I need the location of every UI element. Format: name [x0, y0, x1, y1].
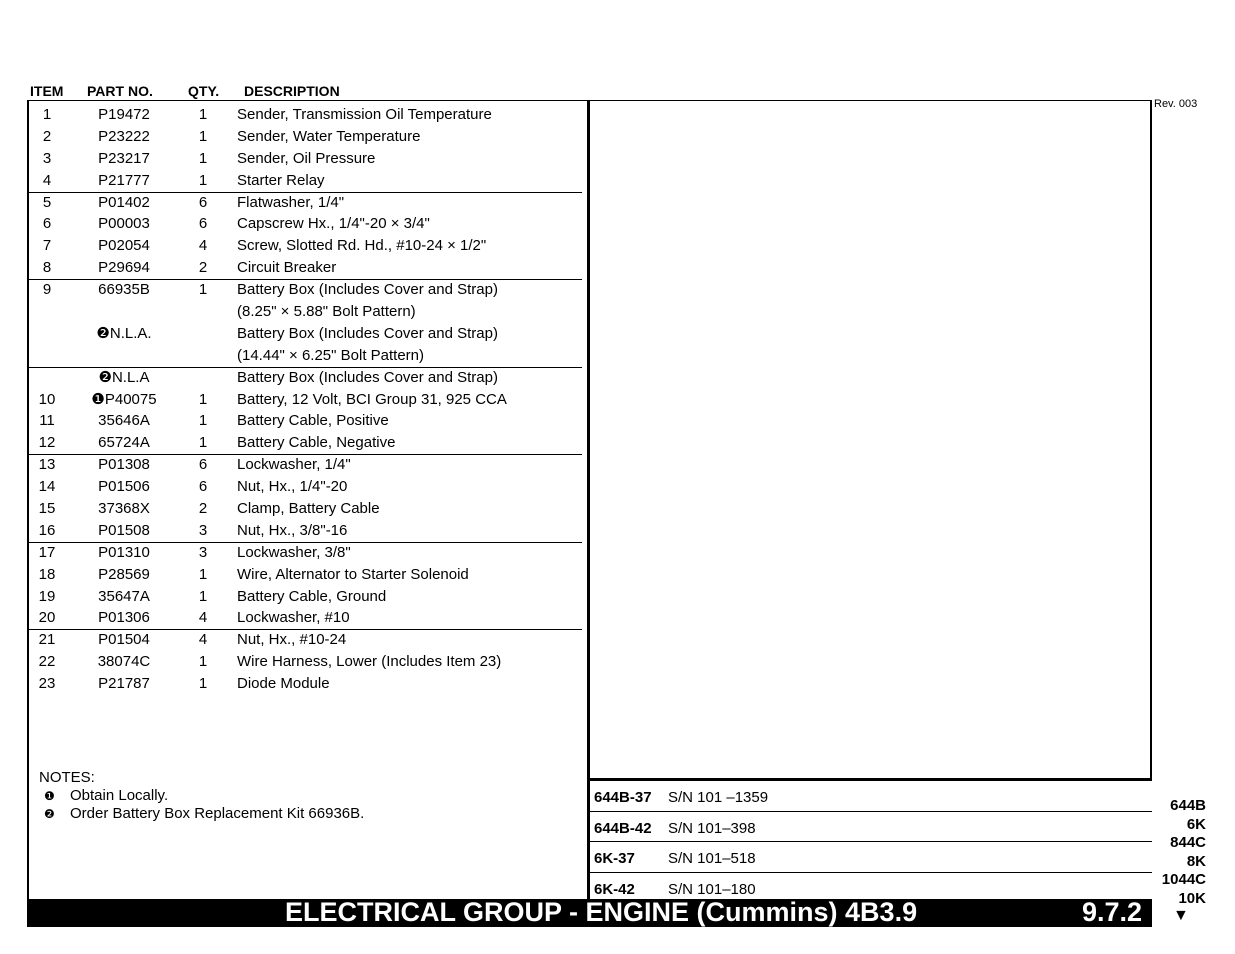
item-number: 23 — [38, 675, 56, 693]
description: Battery, 12 Volt, BCI Group 31, 925 CCA — [237, 390, 507, 408]
description: Sender, Water Temperature — [237, 127, 421, 145]
description: Sender, Transmission Oil Temperature — [237, 106, 492, 123]
description: Sender, Oil Pressure — [237, 149, 376, 167]
parts-row — [27, 213, 587, 235]
part-number: 35646A — [98, 412, 150, 430]
parts-row — [27, 323, 587, 345]
quantity: 1 — [198, 281, 208, 299]
header-item: ITEM — [30, 83, 64, 99]
header-part-no: PART NO. — [87, 83, 153, 99]
part-number: P21787 — [98, 675, 150, 693]
quantity: 1 — [198, 434, 208, 452]
part-number: P02054 — [98, 237, 150, 255]
description: Battery Cable, Ground — [237, 587, 387, 605]
page-title: ELECTRICAL GROUP - ENGINE (Cummins) 4B3.9 — [285, 897, 918, 927]
item-number: 1 — [42, 106, 52, 123]
item-number: 18 — [38, 565, 56, 583]
serial-range: S/N 101 –1359 — [668, 789, 769, 806]
item-number: 17 — [38, 543, 56, 561]
parts-row — [27, 104, 587, 126]
item-number: 11 — [39, 412, 55, 430]
item-number: 6 — [42, 215, 52, 233]
quantity: 2 — [198, 500, 208, 518]
item-number: 22 — [38, 653, 56, 671]
description: Clamp, Battery Cable — [237, 500, 380, 518]
parts-row — [27, 629, 587, 651]
part-number: P01308 — [98, 456, 150, 474]
parts-row — [27, 410, 587, 432]
description: Diode Module — [237, 675, 330, 693]
revision-label: Rev. 003 — [1154, 98, 1198, 110]
parts-row — [27, 564, 587, 586]
part-number: P01402 — [98, 193, 150, 211]
parts-row — [27, 607, 587, 629]
quantity: 3 — [198, 521, 208, 539]
header-qty: QTY. — [188, 83, 220, 99]
page-number: 9.7.2 — [1081, 897, 1142, 927]
parts-list — [27, 104, 587, 695]
down-arrow-icon: ▼ — [1173, 907, 1189, 924]
parts-row — [27, 345, 587, 367]
parts-row — [27, 301, 587, 323]
description: Nut, Hx., #10-24 — [237, 631, 347, 649]
quantity: 4 — [198, 609, 208, 627]
part-number: P01508 — [98, 521, 150, 539]
description: (8.25" × 5.88" Bolt Pattern) — [237, 303, 416, 321]
model-code: 6K-42 — [594, 880, 635, 898]
quantity: 3 — [198, 543, 208, 561]
item-number: 16 — [38, 521, 56, 539]
item-number: 12 — [38, 434, 56, 452]
item-number: 4 — [42, 171, 52, 189]
part-number: P23222 — [98, 127, 150, 145]
item-number: 21 — [38, 631, 56, 649]
parts-row — [27, 520, 587, 542]
description: Lockwasher, 3/8" — [237, 543, 351, 561]
serial-row — [590, 812, 1152, 843]
part-number: 35647A — [98, 587, 150, 605]
description: Lockwasher, 1/4" — [237, 456, 351, 474]
quantity: 6 — [198, 215, 208, 233]
part-number: P01506 — [98, 478, 150, 496]
description: Circuit Breaker — [237, 259, 337, 277]
parts-row — [27, 126, 587, 148]
item-number: 5 — [42, 193, 52, 211]
parts-row — [27, 192, 587, 214]
quantity: 6 — [198, 193, 208, 211]
note-text: Order Battery Box Replacement Kit 66936B. — [70, 805, 365, 822]
notes-title: NOTES: — [39, 769, 95, 786]
note-text: Obtain Locally. — [70, 787, 169, 804]
parts-row — [27, 170, 587, 192]
parts-row — [27, 148, 587, 170]
item-number: 7 — [42, 237, 52, 255]
quantity: 4 — [198, 237, 208, 255]
part-number: ❶P40075 — [91, 390, 157, 408]
quantity: 1 — [198, 149, 208, 167]
serial-range: S/N 101–518 — [668, 850, 756, 867]
note-bullet: ❷ — [44, 807, 55, 821]
model-list — [1152, 797, 1206, 908]
part-number: ❷N.L.A — [98, 368, 150, 386]
parts-row — [27, 389, 587, 411]
part-number: P00003 — [98, 215, 150, 233]
description: Starter Relay — [237, 171, 325, 189]
description: Battery Box (Includes Cover and Strap) — [237, 368, 498, 386]
serial-range: S/N 101–398 — [668, 819, 756, 837]
model-label: 6K — [1186, 815, 1206, 833]
item-number: 19 — [38, 587, 56, 605]
parts-row — [27, 257, 587, 279]
description: Battery Box (Includes Cover and Strap) — [237, 281, 498, 299]
item-number: 13 — [38, 456, 56, 474]
item-number: 3 — [42, 149, 52, 167]
description: Flatwasher, 1/4" — [237, 193, 345, 211]
serial-range: S/N 101–180 — [668, 880, 756, 898]
item-number: 15 — [38, 500, 56, 518]
serial-row — [590, 781, 1152, 812]
description: Nut, Hx., 1/4"-20 — [237, 478, 348, 496]
model-label: 10K — [1178, 889, 1206, 907]
model-code: 644B-42 — [594, 819, 652, 837]
item-number: 10 — [38, 390, 56, 408]
quantity: 1 — [198, 565, 208, 583]
quantity: 1 — [198, 412, 208, 430]
parts-row — [27, 432, 587, 454]
description: Lockwasher, #10 — [237, 609, 350, 627]
description: Wire, Alternator to Starter Solenoid — [237, 565, 469, 583]
quantity: 1 — [198, 171, 208, 189]
quantity: 1 — [198, 390, 208, 408]
quantity: 6 — [198, 456, 208, 474]
note-item — [39, 787, 364, 805]
description: (14.44" × 6.25" Bolt Pattern) — [237, 346, 425, 364]
part-number: 66935B — [98, 281, 150, 299]
model-code: 6K-37 — [594, 850, 635, 867]
parts-row — [27, 498, 587, 520]
quantity: 1 — [198, 675, 208, 693]
model-label: 844C — [1170, 834, 1206, 851]
description: Battery Cable, Negative — [237, 434, 396, 452]
quantity: 1 — [198, 587, 208, 605]
part-number: 38074C — [97, 653, 151, 671]
item-number: 20 — [38, 609, 56, 627]
item-number: 2 — [42, 127, 52, 145]
serial-number-table — [590, 778, 1152, 902]
model-label: 644B — [1170, 797, 1206, 814]
part-number: 65724A — [98, 434, 150, 452]
parts-row — [27, 651, 587, 673]
part-number: P23217 — [98, 149, 150, 167]
description: Battery Cable, Positive — [237, 412, 389, 430]
part-number: P29694 — [98, 259, 150, 277]
quantity: 1 — [198, 653, 208, 671]
quantity: 4 — [198, 631, 208, 649]
description: Nut, Hx., 3/8"-16 — [237, 521, 348, 539]
note-item — [39, 805, 364, 823]
part-number: P21777 — [98, 171, 150, 189]
parts-row — [27, 367, 587, 389]
header-description: DESCRIPTION — [244, 83, 340, 99]
description: Battery Box (Includes Cover and Strap) — [237, 324, 498, 342]
description: Screw, Slotted Rd. Hd., #10-24 × 1/2" — [237, 237, 487, 255]
item-number: 14 — [38, 478, 56, 496]
quantity: 2 — [198, 259, 208, 277]
serial-row — [590, 842, 1152, 873]
illustration-area — [590, 100, 1152, 780]
part-number: ❷N.L.A. — [96, 324, 152, 342]
note-bullet: ❶ — [44, 789, 55, 803]
model-code: 644B-37 — [594, 789, 652, 806]
parts-row — [27, 235, 587, 257]
item-number: 9 — [42, 281, 52, 299]
quantity: 1 — [198, 106, 208, 123]
parts-row — [27, 454, 587, 476]
parts-row — [27, 586, 587, 608]
quantity: 6 — [198, 478, 208, 496]
model-label: 1044C — [1161, 871, 1206, 888]
item-number: 8 — [42, 259, 52, 277]
parts-row — [27, 542, 587, 564]
description: Wire Harness, Lower (Includes Item 23) — [237, 653, 502, 671]
model-label: 8K — [1186, 852, 1206, 870]
parts-row — [27, 279, 587, 301]
part-number: P01504 — [98, 631, 150, 649]
part-number: P28569 — [98, 565, 150, 583]
part-number: P19472 — [98, 106, 150, 123]
part-number: P01306 — [98, 609, 150, 627]
description: Capscrew Hx., 1/4"-20 × 3/4" — [237, 215, 430, 233]
parts-row — [27, 476, 587, 498]
quantity: 1 — [198, 127, 208, 145]
notes-section — [39, 769, 364, 823]
title-bar — [27, 899, 1152, 927]
parts-row — [27, 673, 587, 695]
part-number: P01310 — [98, 543, 150, 561]
part-number: 37368X — [98, 500, 150, 518]
